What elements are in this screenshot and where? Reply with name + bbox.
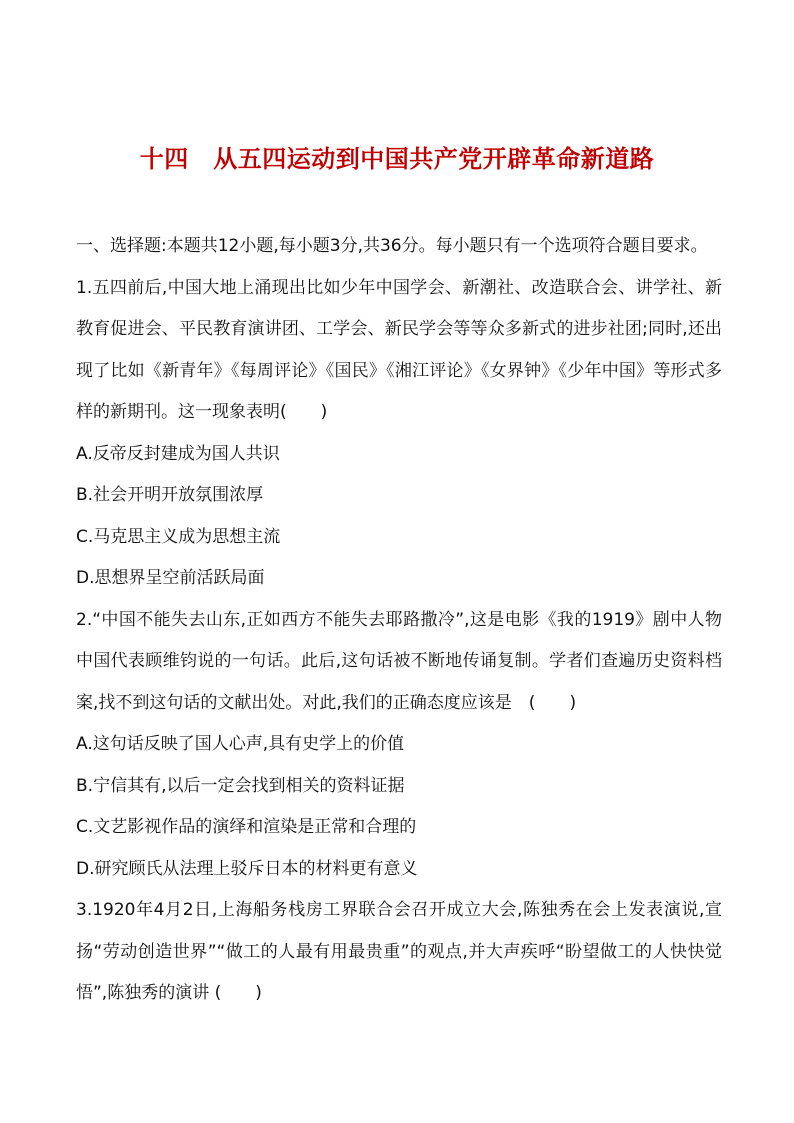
option-a: A.反帝反封建成为国人共识 <box>76 443 280 464</box>
question-2 <box>76 600 722 891</box>
option-c: C.马克思主义成为思想主流 <box>76 526 281 547</box>
option-b: B.宁信其有,以后一定会找到相关的资料证据 <box>76 775 405 796</box>
option-c: C.文艺影视作品的演绎和渲染是正常和合理的 <box>76 817 417 837</box>
option-a: A.这句话反映了国人心声,具有史学上的价值 <box>76 734 405 754</box>
section-heading: 一、选择题:本题共12小题,每小题3分,共36分。每小题只有一个选项符合题目要求。 <box>76 236 708 256</box>
document-body <box>76 226 722 1015</box>
question-1 <box>76 268 722 600</box>
option-d: D.研究顾氏从法理上驳斥日本的材料更有意义 <box>76 858 418 879</box>
question-stem: 2.“中国不能失去山东,正如西方不能失去耶路撒冷”,这是电影《我的1919》剧中人物中国代表顾维钧说的一句话。此后,这句话被不断地传诵复制。学者们查遍历史资料档案,找不到这句话的文献出处。对此,我们的正确态度应该是 ( ) <box>76 609 722 713</box>
page-title: 十四 从五四运动到中国共产党开辟革命新道路 <box>139 145 655 173</box>
option-b: B.社会开明开放氛围浓厚 <box>76 485 264 505</box>
question-stem: 3.1920年4月2日,上海船务栈房工界联合会召开成立大会,陈独秀在会上发表演说,宣扬“劳动创造世界”“做工的人最有用最贵重”的观点,并大声疾呼“盼望做工的人快快觉悟”,陈独秀的演讲 ( ) <box>76 900 722 1003</box>
question-3 <box>76 890 722 1015</box>
option-d: D.思想界呈空前活跃局面 <box>76 568 265 588</box>
question-stem: 1.五四前后,中国大地上涌现出比如少年中国学会、新潮社、改造联合会、讲学社、新教育促进会、平民教育演讲团、工学会、新民学会等等众多新式的进步社团;同时,还出现了比如《新青年》《每周评论》《国民》《湘江评论》《女界钟》《少年中国》等形式多样的新期刊。这一现象表明( ) <box>76 277 722 422</box>
